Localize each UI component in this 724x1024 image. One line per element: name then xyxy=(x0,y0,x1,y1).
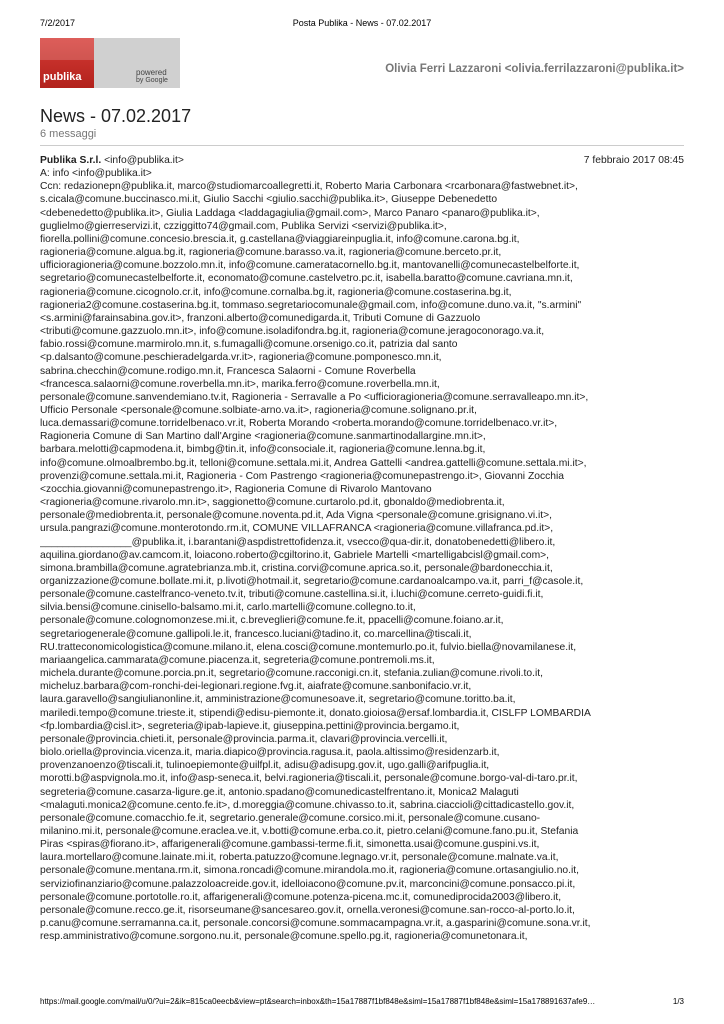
print-date: 7/2/2017 xyxy=(40,18,76,28)
recipient-line: <tributi@comune.gazzuolo.mn.it>, info@comune.isoladifondra.bg.it, ragioneria@comune.jeragoconorago.va.it, xyxy=(40,326,545,338)
recipient-line: <francesca.salaorni@comune.roverbella.mn.it>, marika.ferro@comune.roverbella.mn.it, xyxy=(40,378,440,390)
recipient-line: RU.tratteconomicologistica@comune.milano.it, elena.cosci@comune.montemurlo.po.it, fulvio.biella@novamilanese.it, xyxy=(40,641,577,653)
logo-brand: publika xyxy=(43,71,82,83)
message-header xyxy=(40,154,684,167)
recipient-line: ________________@publika.it, i.barantani@aspdistrettofidenza.it, vsecco@qua-dir.it, donatobenedetti@libero.it, xyxy=(40,536,556,548)
recipient-line: personale@comune.recco.ge.it, risorseumane@sancesareo.gov.it, ornella.veronesi@comune.san-rocco-al-porto.lo.it, xyxy=(40,904,575,916)
logo-powered-block xyxy=(94,38,180,88)
recipient-line: personale@provincia.chieti.it, personale@provincia.parma.it, clavari@provincia.vercelli.it, xyxy=(40,733,448,745)
print-title: Posta Publika - News - 07.02.2017 xyxy=(292,18,432,28)
recipient-line: laura.garavello@sangiulianonline.it, amministrazione@comunesoave.it, segretario@comune.toritto.ba.it, xyxy=(40,694,516,706)
sender-name: Publika S.r.l. xyxy=(40,155,102,166)
recipient-line: personale@comune.sanvendemiano.tv.it, Ragioneria - Serravalle a Po <ufficioragioneria@comune.serravalleapo.mn.it>, xyxy=(40,391,589,403)
thread-title: News - 07.02.2017 xyxy=(40,106,192,126)
recipient-line: michela.durante@comune.porcia.pn.it, segretario@comune.racconigi.cn.it, stefania.zulian@comune.rivoli.to.it, xyxy=(40,668,543,680)
recipient-line: micheluz.barbara@com-ronchi-dei-legionari.regione.fvg.it, aiafrate@comune.sanbonifacio.vr.it, xyxy=(40,681,472,693)
recipient-line: s.cicala@comune.buccinasco.mi.it, Giulio Sacchi <giulio.sacchi@publika.it>, Giuseppe Debenedetto xyxy=(40,194,498,206)
logo-by-google: by Google xyxy=(136,77,168,84)
recipient-line: biolo.oriella@provincia.vicenza.it, maria.diapico@provincia.ragusa.it, paola.altissimo@residenzarb.it, xyxy=(40,747,500,759)
recipient-line: Piras <spiras@fiorano.it>, affarigenerali@comune.gambassi-terme.fi.it, simonetta.usai@comune.guspini.vs.it, xyxy=(40,839,540,851)
recipient-line: simona.brambilla@comune.agratebrianza.mb.it, cristina.corvi@comune.aprica.so.it, personale@bardonecchia.it, xyxy=(40,562,553,574)
recipient-line: ragioneria@comune.algua.bg.it, ragioneria@comune.barasso.va.it, ragioneria@comune.berceto.pr.it, xyxy=(40,247,502,259)
recipient-line: ragioneria@comune.cicognolo.cr.it, info@comune.cornalba.bg.it, ragioneria@comune.costaserina.bg.it, xyxy=(40,286,512,298)
message-date: 7 febbraio 2017 08:45 xyxy=(583,155,684,166)
recipient-line: segretariogenerale@comune.gallipoli.le.it, francesco.luciani@tadino.it, co.marcellina@tiscali.it, xyxy=(40,628,472,640)
recipient-line: aquilina.giordano@av.camcom.it, loiacono.roberto@cgiltorino.it, Gabriele Martelli <martelligabcisl@gmail.com>, xyxy=(40,549,550,561)
print-header xyxy=(40,18,684,30)
recipient-line: p.canu@comune.serramanna.ca.it, personale.concorsi@comune.sommacampagna.vr.it, a.gasparini@comune.sona.vr.it, xyxy=(40,918,591,930)
recipient-line: ragioneria2@comune.costaserina.bg.it, tommaso.segretariocomunale@gmail.com, info@comune.duno.va.it, "s.armini" xyxy=(40,299,582,311)
recipient-line: resp.amministrativo@comune.sorgono.nu.it, personale@comune.spello.pg.it, ragioneria@comunetonara.it, xyxy=(40,931,528,943)
print-url: https://mail.google.com/mail/u/0/?ui=2&ik=815ca0eecb&view=pt&search=inbox&th=15a17887f1bf848e&siml=15a17887f1bf848e&siml=15a178891637afe9… xyxy=(40,997,596,1006)
recipient-line: barbara.melotti@capmodena.it, bimbg@tin.it, info@consociale.it, ragioneria@comune.lenna.bg.it, xyxy=(40,444,486,456)
recipient-line: fiorella.pollini@comune.concesio.brescia.it, g.castellana@viaggiareinpuglia.it, info@comune.carona.bg.it, xyxy=(40,233,520,245)
sender-email: <info@publika.it> xyxy=(104,155,184,166)
recipient-line: Ufficio Personale <personale@comune.solbiate-arno.va.it>, ragioneria@comune.solignano.pr.it, xyxy=(40,404,477,416)
recipient-line: <zocchia.giovanni@comunepastrengo.it>, Ragioneria Comune di Rivarolo Mantovano xyxy=(40,483,432,495)
recipient-lines xyxy=(40,167,684,943)
recipient-line: ursula.pangrazi@comune.monterotondo.rm.it, COMUNE VILLAFRANCA <ragioneria@comune.villafranca.pd.it>, xyxy=(40,523,554,535)
recipient-line: fabio.rossi@comune.marmirolo.mn.it, s.fumagalli@comune.orsenigo.co.it, patrizia dal santo xyxy=(40,339,458,351)
recipient-line: serviziofinanziario@comune.palazzoloacreide.gov.it, idelloiacono@comune.pv.it, marconcini@comune.ponsacco.pi.it, xyxy=(40,878,576,890)
page-number: 1/3 xyxy=(672,997,684,1006)
recipient-line: A: info <info@publika.it> xyxy=(40,168,152,180)
recipient-line: organizzazione@comune.bollate.mi.it, p.livoti@hotmail.it, segretario@comune.cardanoalcampo.va.it, parri_f@casole.it, xyxy=(40,576,584,587)
recipient-line: personale@comune.comacchio.fe.it, segretario.generale@comune.corsico.mi.it, personale@comune.cusano- xyxy=(40,812,541,824)
recipient-line: personale@mediobrenta.it, personale@comune.noventa.pd.it, Ada Vigna <personale@comune.grisignano.vi.it>, xyxy=(40,510,553,522)
recipient-line: <s.armini@farainsabina.gov.it>, franzoni.alberto@comunedigarda.it, Tributi Comune di Gazzuolo xyxy=(40,312,481,324)
recipient-line: ufficioragioneria@comune.bozzolo.mn.it, info@comune.cameratacornello.bg.it, mantovanelli@comunecastelbelforte.it, xyxy=(40,260,580,272)
recipient-line: guglielmo@gierreservizi.it, czziggitto74@gmail.com, Publika Servizi <servizi@publika.it>, xyxy=(40,220,447,232)
recipient-line: segretario@comunecastelbelforte.it, economato@comune.castelvetro.pc.it, isabella.baratto@comune.cavriana.mn.it, xyxy=(40,273,573,285)
recipient-line: Ragioneria Comune di San Martino dall'Argine <ragioneria@comune.sanmartinodallargine.mn.it>, xyxy=(40,431,486,443)
recipient-line: laura.mortellaro@comune.lainate.mi.it, roberta.patuzzo@comune.legnago.vr.it, personale@comune.malnate.va.it, xyxy=(40,852,559,864)
recipient-line: luca.demassari@comune.torridelbenaco.vr.it, Roberta Morando <roberta.morando@comune.torridelbenaco.vr.it>, xyxy=(40,418,558,430)
recipient-line: provenzi@comune.settala.mi.it, Ragioneria - Com Pastrengo <ragioneria@comunepastrengo.it>, Giovanni Zocchia xyxy=(40,470,564,482)
recipient-line: info@comune.olmoalbrembo.bg.it, telloni@comune.settala.mi.it, Andrea Gattelli <andrea.gattelli@comune.settala.mi.it>, xyxy=(40,457,587,469)
logo-powered: powered xyxy=(136,68,167,77)
recipient-line: milanino.mi.it, personale@comune.eraclea.ve.it, v.botti@comune.erba.co.it, pietro.celani@comune.fano.pu.it, Stefania xyxy=(40,825,579,837)
recipient-line: personale@comune.mentana.rm.it, simona.roncadi@comune.mirandola.mo.it, ragioneria@comune.ortasangiulio.no.it, xyxy=(40,865,580,877)
recipient-line: morotti.b@aspvignola.mo.it, info@asp-seneca.it, belvi.ragioneria@tiscali.it, personale@comune.borgo-val-di-taro.pr.it, xyxy=(40,773,578,785)
recipient-line: <ragioneria@comune.rivarolo.mn.it>, saggionetto@comune.curtarolo.pd.it, gbonaldo@mediobrenta.it, xyxy=(40,497,505,509)
recipient-line: segreteria@comune.casarza-ligure.ge.it, antonio.spadano@comunedicastelfrentano.it, Monica2 Malaguti xyxy=(40,786,519,798)
account-user: Olivia Ferri Lazzaroni <olivia.ferrilazzaroni@publika.it> xyxy=(385,63,684,75)
recipient-line: Ccn: redazionepn@publika.it, marco@studiomarcoallegretti.it, Roberto Maria Carbonara <rcarbonara@fastwebnet.it>, xyxy=(40,181,578,193)
recipient-line: <debenedetto@publika.it>, Giulia Laddaga <laddagagiulia@gmail.com>, Marco Panaro <panaro@publika.it>, xyxy=(40,207,540,219)
divider xyxy=(40,145,684,146)
logo-red-block xyxy=(40,38,94,88)
recipient-line: personale@comune.castelfranco-veneto.tv.it, tributi@comune.castellina.si.it, i.luchi@comune.cerreto-guidi.fi.it, xyxy=(40,589,544,601)
publika-logo xyxy=(40,38,180,88)
recipient-line: silvia.bensi@comune.cinisello-balsamo.mi.it, carlo.martelli@comune.collegno.to.it, xyxy=(40,602,416,614)
recipient-line: mariledi.tempo@comune.trieste.it, stipendi@edisu-piemonte.it, donato.gioiosa@ersaf.lombardia.it, CISLFP LOMBARDIA xyxy=(40,707,591,719)
recipient-line: <malaguti.monica2@comune.cento.fe.it>, d.moreggia@comune.chivasso.to.it, sabrina.ciaccioli@cittadicastello.gov.it, xyxy=(40,799,575,811)
recipient-line: personale@comune.colognomonzese.mi.it, c.breveglieri@comune.fe.it, ppacelli@comune.foiano.ar.it, xyxy=(40,615,504,627)
message xyxy=(40,154,684,943)
recipient-line: sabrina.checchin@comune.rodigo.mn.it, Francesca Salaorni - Comune Roverbella xyxy=(40,365,416,377)
recipient-line: <fp.lombardia@cisl.it>, segreteria@ipab-lapieve.it, giuseppina.pettini@provincia.bergamo.it, xyxy=(40,720,460,732)
recipient-line: personale@comune.portotolle.ro.it, affarigenerali@comune.potenza-picena.mc.it, comunediprocida2003@libero.it, xyxy=(40,891,562,903)
recipient-line: <p.dalsanto@comune.peschieradelgarda.vr.it>, ragioneria@comune.pomponesco.mn.it, xyxy=(40,352,442,364)
recipient-line: provenzanoenzo@tiscali.it, tulinoepiemonte@uilfpl.it, adisu@adisupg.gov.it, ugo.galli@arifpuglia.it, xyxy=(40,760,490,772)
print-footer xyxy=(40,997,684,1009)
message-count: 6 messaggi xyxy=(40,128,97,140)
recipient-line: mariaangelica.cammarata@comune.piacenza.it, segreteria@comune.pontremoli.ms.it, xyxy=(40,654,435,666)
